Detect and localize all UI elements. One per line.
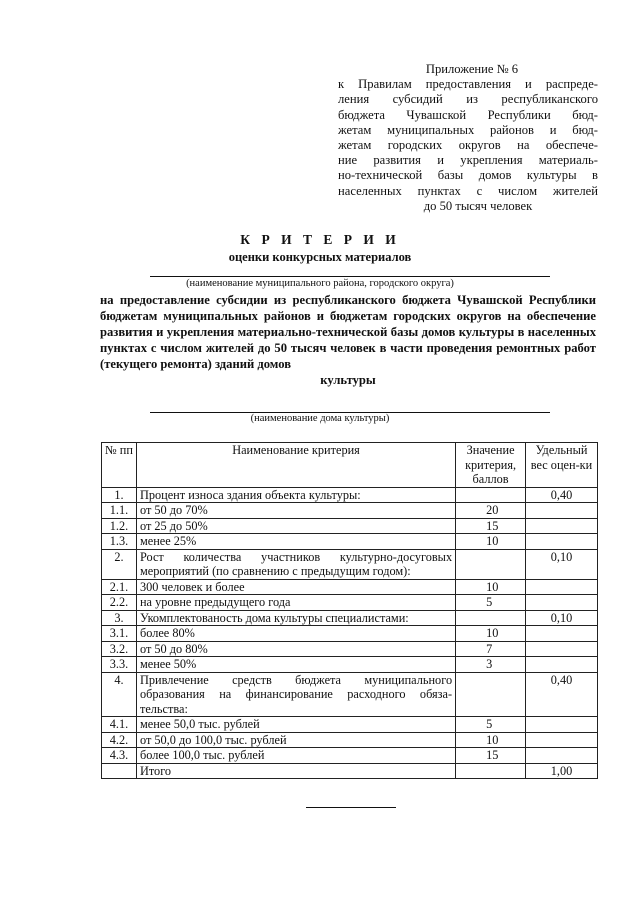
row-name: от 50,0 до 100,0 тыс. рублей	[136, 732, 455, 748]
row-value: 15	[456, 518, 526, 534]
row-weight	[526, 641, 598, 657]
purpose-last-line: культуры	[320, 373, 376, 387]
row-num: 2.2.	[102, 595, 137, 611]
table-row	[102, 732, 598, 748]
row-num: 1.3.	[102, 534, 137, 550]
row-value	[456, 672, 526, 717]
municipality-fill-line	[150, 276, 550, 277]
row-name: более 100,0 тыс. рублей	[136, 748, 455, 764]
table-row	[102, 672, 598, 717]
row-weight	[526, 579, 598, 595]
row-num: 4.2.	[102, 732, 137, 748]
row-num: 3.2.	[102, 641, 137, 657]
appendix-line: но-технической базы домов культуры в	[338, 168, 598, 183]
row-value	[456, 549, 526, 579]
row-weight: 0,40	[526, 672, 598, 717]
row-weight	[526, 595, 598, 611]
row-num: 1.	[102, 487, 137, 503]
document-title: К Р И Т Е Р И И	[240, 232, 400, 247]
appendix-number: Приложение № 6	[425, 62, 519, 76]
appendix-line: бюджета Чувашской Республики бюд-	[338, 107, 598, 122]
municipality-caption: (наименование муниципального района, городского округа)	[186, 278, 454, 289]
appendix-line: жетам городских округов на обеспече-	[338, 138, 598, 153]
appendix-last-line: до 50 тысяч человек	[423, 198, 533, 213]
house-caption: (наименование дома культуры)	[250, 413, 390, 424]
row-value: 7	[456, 641, 526, 657]
table-row	[102, 503, 598, 519]
header-num: № пп	[102, 443, 137, 488]
row-weight	[526, 732, 598, 748]
purpose-text: на предоставление субсидии из республиканского бюджета Чувашской Республики бюджетам муниципальных районов и бюджетам городских округов на обеспечение развития и укрепления материально-технической базы домов культуры в населенных пунктах с числом жителей до 50 тысяч человек в части проведения ремонтных работ (текущего ремонта) зданий домов	[100, 293, 596, 371]
row-weight	[526, 748, 598, 764]
row-name: менее 25%	[136, 534, 455, 550]
table-row	[102, 626, 598, 642]
table-total-row	[102, 763, 598, 779]
appendix-block	[338, 62, 598, 214]
row-value: 3	[456, 657, 526, 673]
row-name: менее 50,0 тыс. рублей	[136, 717, 455, 733]
appendix-line: ления субсидий из республиканского	[338, 92, 598, 107]
row-value: 10	[456, 732, 526, 748]
row-num: 3.3.	[102, 657, 137, 673]
total-num	[102, 763, 137, 779]
table-header-row	[102, 443, 598, 488]
purpose-paragraph	[100, 292, 596, 388]
row-weight: 0,40	[526, 487, 598, 503]
table-row	[102, 657, 598, 673]
row-weight	[526, 626, 598, 642]
row-num: 4.	[102, 672, 137, 717]
row-weight	[526, 518, 598, 534]
row-num: 2.	[102, 549, 137, 579]
row-value: 20	[456, 503, 526, 519]
table-row	[102, 518, 598, 534]
row-weight: 0,10	[526, 610, 598, 626]
table-row	[102, 595, 598, 611]
header-name: Наименование критерия	[136, 443, 455, 488]
row-name: Привлечение средств бюджета муниципального образования на финансирование расходного обяза-тельства:	[136, 672, 455, 717]
row-value	[456, 487, 526, 503]
row-name: 300 человек и более	[136, 579, 455, 595]
row-value	[456, 610, 526, 626]
row-num: 4.3.	[102, 748, 137, 764]
appendix-line: населенных пунктах с числом жителей	[338, 183, 598, 198]
row-value: 5	[456, 595, 526, 611]
appendix-line: к Правилам предоставления и распреде-	[338, 77, 598, 92]
total-label: Итого	[136, 763, 455, 779]
row-num: 2.1.	[102, 579, 137, 595]
row-weight	[526, 717, 598, 733]
table-row	[102, 610, 598, 626]
row-name: на уровне предыдущего года	[136, 595, 455, 611]
row-weight: 0,10	[526, 549, 598, 579]
row-num: 1.1.	[102, 503, 137, 519]
table-row	[102, 717, 598, 733]
table-row	[102, 487, 598, 503]
row-value: 15	[456, 748, 526, 764]
row-name: от 50 до 80%	[136, 641, 455, 657]
row-num: 3.	[102, 610, 137, 626]
table-row	[102, 748, 598, 764]
row-name: Рост количества участников культурно-досуговых мероприятий (по сравнению с предыдущим годом):	[136, 549, 455, 579]
row-value: 10	[456, 626, 526, 642]
row-num: 1.2.	[102, 518, 137, 534]
row-value: 10	[456, 534, 526, 550]
total-weight: 1,00	[526, 763, 598, 779]
row-num: 3.1.	[102, 626, 137, 642]
row-name: Укомплектованость дома культуры специалистами:	[136, 610, 455, 626]
document-subtitle: оценки конкурсных материалов	[228, 250, 412, 264]
row-name: менее 50%	[136, 657, 455, 673]
row-name: Процент износа здания объекта культуры:	[136, 487, 455, 503]
end-divider	[306, 807, 396, 808]
row-name: от 50 до 70%	[136, 503, 455, 519]
row-value: 10	[456, 579, 526, 595]
table-row	[102, 579, 598, 595]
row-weight	[526, 534, 598, 550]
table-row	[102, 549, 598, 579]
appendix-line: жетам муниципальных районов и бюд-	[338, 122, 598, 137]
row-name: от 25 до 50%	[136, 518, 455, 534]
header-value: Значение критерия, баллов	[456, 443, 526, 488]
row-name: более 80%	[136, 626, 455, 642]
row-weight	[526, 657, 598, 673]
total-value	[456, 763, 526, 779]
row-weight	[526, 503, 598, 519]
header-weight: Удельный вес оцен-ки	[526, 443, 598, 488]
table-row	[102, 641, 598, 657]
table-row	[102, 534, 598, 550]
appendix-line: ние развития и укрепления материаль-	[338, 153, 598, 168]
criteria-table	[101, 442, 598, 779]
row-num: 4.1.	[102, 717, 137, 733]
row-value: 5	[456, 717, 526, 733]
